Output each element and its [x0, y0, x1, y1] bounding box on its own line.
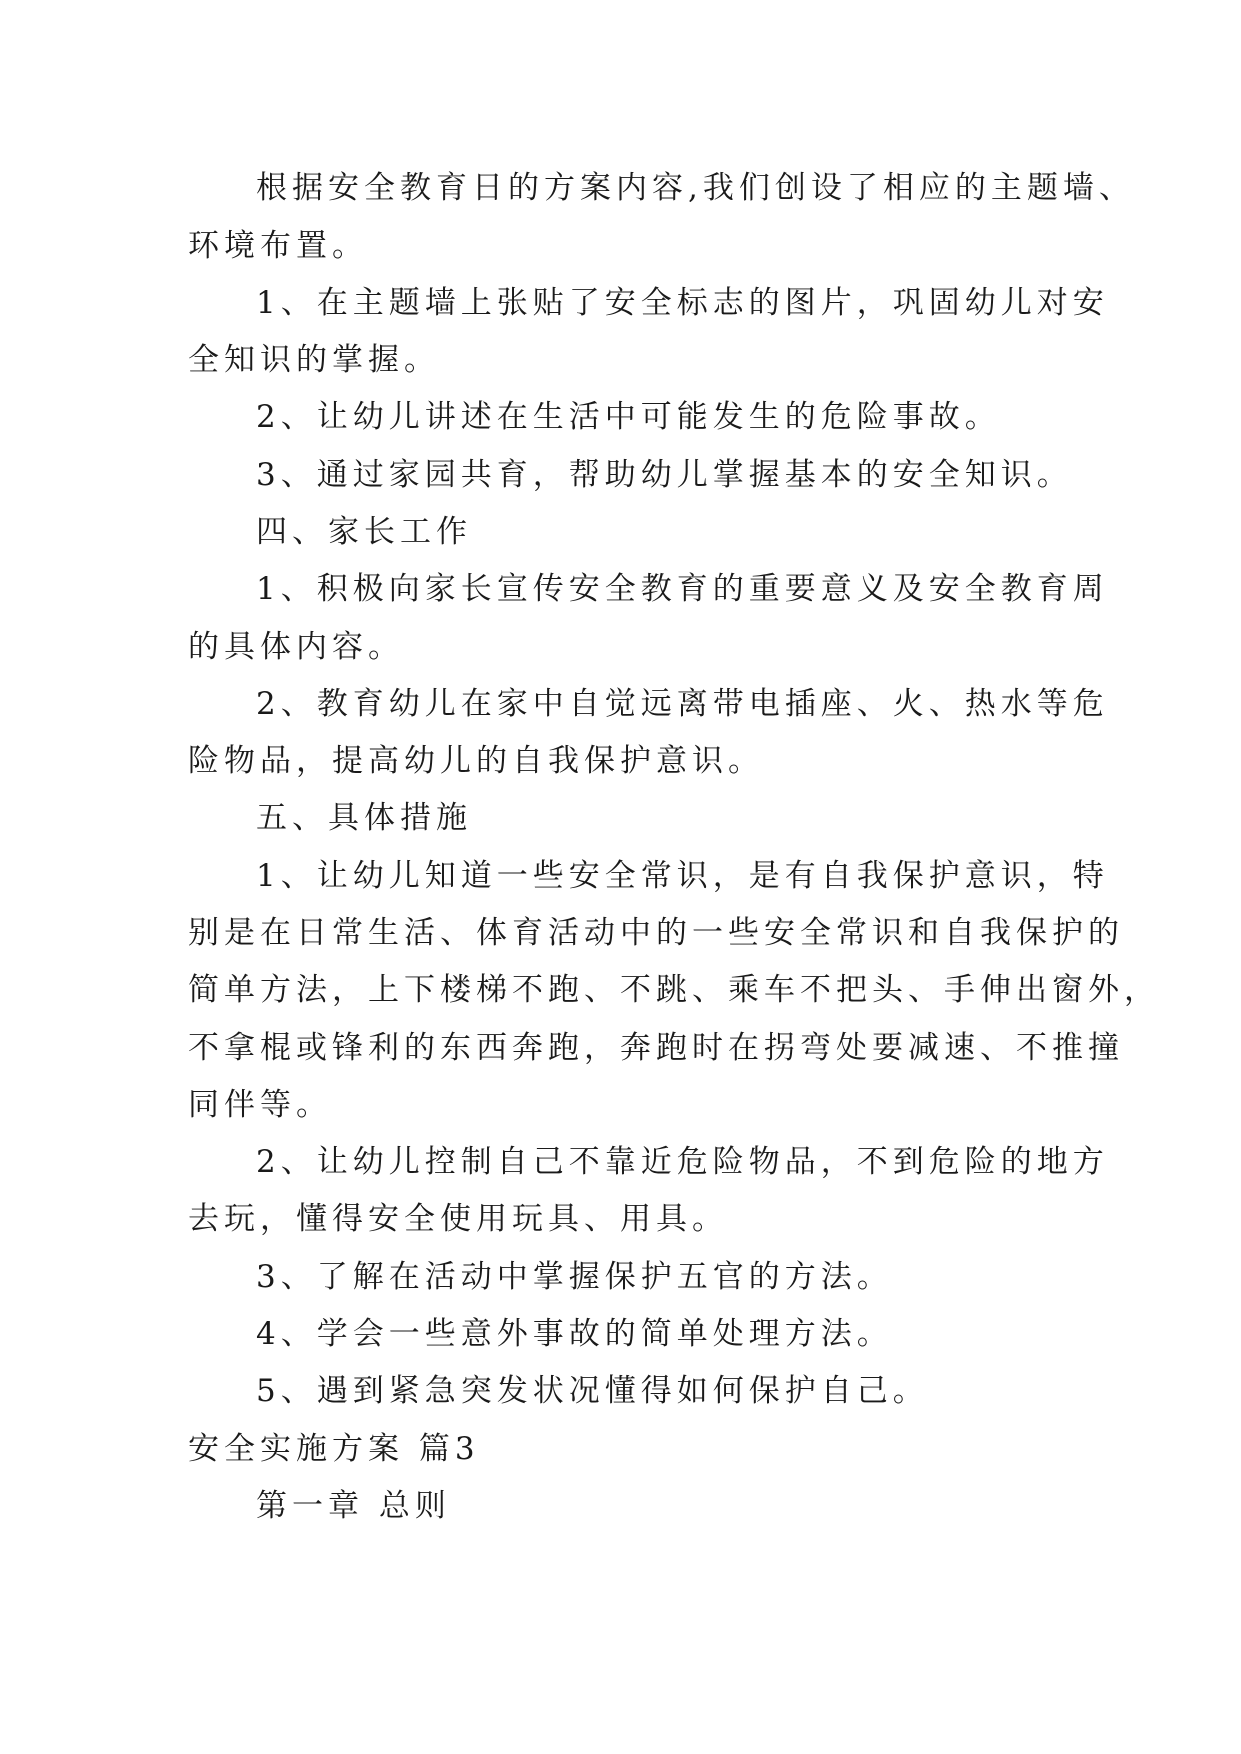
paragraph-line: 根据安全教育日的方案内容,我们创设了相应的主题墙、 — [256, 170, 1135, 206]
paragraph-line: 5、遇到紧急突发状况懂得如何保护自己。 — [256, 1373, 929, 1409]
paragraph-line: 2、教育幼儿在家中自觉远离带电插座、火、热水等危 — [256, 686, 1109, 722]
paragraph-line: 环境布置。 — [188, 228, 368, 264]
paragraph-line: 1、积极向家长宣传安全教育的重要意义及安全教育周 — [256, 571, 1109, 607]
chapter-heading: 第一章 总则 — [256, 1488, 451, 1524]
paragraph-line: 去玩，懂得安全使用玩具、用具。 — [188, 1201, 728, 1237]
paragraph-line: 3、通过家园共育，帮助幼儿掌握基本的安全知识。 — [256, 457, 1073, 493]
paragraph-line: 不拿棍或锋利的东西奔跑，奔跑时在拐弯处要减速、不推撞 — [188, 1030, 1124, 1066]
paragraph-line: 2、让幼儿讲述在生活中可能发生的危险事故。 — [256, 399, 1001, 435]
paragraph-line: 1、让幼儿知道一些安全常识，是有自我保护意识，特 — [256, 858, 1109, 894]
paragraph-line: 4、学会一些意外事故的简单处理方法。 — [256, 1316, 893, 1352]
document-section-title: 安全实施方案 篇3 — [188, 1431, 480, 1467]
paragraph-line: 2、让幼儿控制自己不靠近危险物品，不到危险的地方 — [256, 1144, 1109, 1180]
paragraph-line: 险物品，提高幼儿的自我保护意识。 — [188, 743, 764, 779]
paragraph-line: 同伴等。 — [188, 1087, 332, 1123]
section-heading: 四、家长工作 — [256, 514, 472, 550]
paragraph-line: 别是在日常生活、体育活动中的一些安全常识和自我保护的 — [188, 915, 1124, 951]
paragraph-line: 简单方法，上下楼梯不跑、不跳、乘车不把头、手伸出窗外， — [188, 972, 1160, 1008]
paragraph-line: 1、在主题墙上张贴了安全标志的图片，巩固幼儿对安 — [256, 285, 1109, 321]
paragraph-line: 3、了解在活动中掌握保护五官的方法。 — [256, 1259, 893, 1295]
paragraph-line: 的具体内容。 — [188, 629, 404, 665]
section-heading: 五、具体措施 — [256, 800, 472, 836]
paragraph-line: 全知识的掌握。 — [188, 342, 440, 378]
